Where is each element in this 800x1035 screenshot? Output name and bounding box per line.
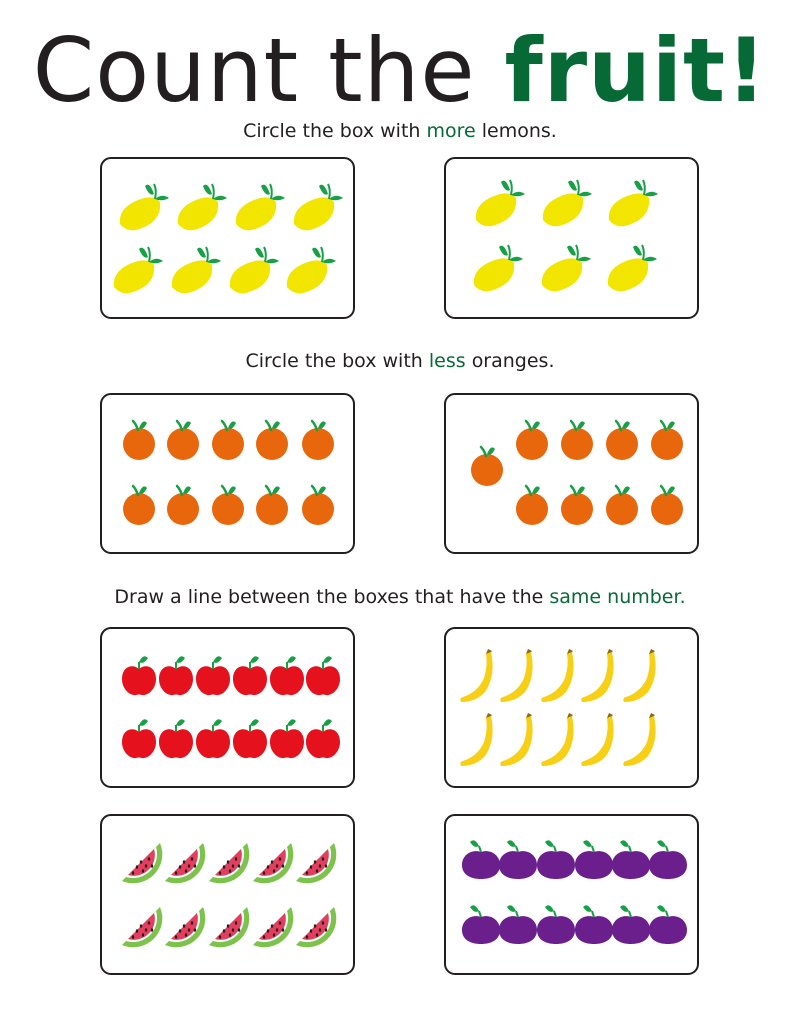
instruction-highlight: less bbox=[428, 350, 466, 372]
watermelon-icon bbox=[253, 907, 293, 947]
orange-icon bbox=[167, 421, 199, 460]
watermelon-icon bbox=[296, 843, 336, 883]
apple-icon bbox=[122, 719, 156, 758]
lemon-icon bbox=[178, 184, 227, 230]
lemon-box-right[interactable] bbox=[444, 157, 699, 319]
title-part-2: fruit! bbox=[504, 19, 768, 122]
banana-icon bbox=[581, 713, 613, 766]
watermelon-box[interactable] bbox=[100, 814, 355, 975]
apple-box[interactable] bbox=[100, 627, 355, 788]
orange-box-left[interactable] bbox=[100, 393, 355, 554]
banana-icon bbox=[500, 713, 532, 766]
instruction-matching bbox=[0, 584, 800, 610]
plum-icon bbox=[462, 840, 500, 879]
lemon-icon bbox=[608, 245, 657, 291]
instruction-text: Circle the box with bbox=[245, 350, 423, 372]
orange-icon bbox=[516, 486, 548, 525]
apple-icon bbox=[196, 656, 230, 695]
plum-icon bbox=[612, 840, 650, 879]
banana-icon bbox=[500, 649, 532, 702]
orange-icon bbox=[123, 421, 155, 460]
lemon-icon bbox=[543, 180, 592, 226]
apple-icon bbox=[306, 656, 340, 695]
banana-icon bbox=[623, 649, 655, 702]
plum-icon bbox=[612, 905, 650, 944]
watermelon-icon bbox=[122, 907, 162, 947]
instruction-text: Circle the box with bbox=[243, 120, 421, 142]
orange-icon bbox=[302, 421, 334, 460]
banana-box[interactable] bbox=[444, 627, 699, 788]
lemon-icon bbox=[609, 180, 658, 226]
banana-icon bbox=[460, 649, 492, 702]
plum-icon bbox=[649, 840, 687, 879]
orange-icon bbox=[167, 486, 199, 525]
orange-icon bbox=[256, 486, 288, 525]
plum-icon bbox=[575, 905, 613, 944]
watermelon-icon bbox=[209, 843, 249, 883]
banana-icon bbox=[541, 649, 573, 702]
lemon-icon bbox=[542, 245, 591, 291]
instruction-highlight: more bbox=[426, 120, 476, 142]
orange-icon bbox=[606, 421, 638, 460]
banana-icon bbox=[460, 713, 492, 766]
watermelon-icon bbox=[122, 843, 162, 883]
banana-icon bbox=[623, 713, 655, 766]
orange-icon bbox=[256, 421, 288, 460]
apple-icon bbox=[270, 719, 304, 758]
watermelon-icon bbox=[296, 907, 336, 947]
orange-icon bbox=[606, 486, 638, 525]
banana-icon bbox=[541, 713, 573, 766]
instruction-lemons bbox=[0, 118, 800, 144]
lemon-icon bbox=[287, 247, 336, 293]
plum-icon bbox=[649, 905, 687, 944]
apple-icon bbox=[306, 719, 340, 758]
page-title bbox=[0, 19, 800, 122]
orange-box-right[interactable] bbox=[444, 393, 699, 554]
orange-icon bbox=[471, 447, 503, 486]
lemon-icon bbox=[236, 184, 285, 230]
plum-icon bbox=[462, 905, 500, 944]
apple-icon bbox=[159, 656, 193, 695]
orange-icon bbox=[516, 421, 548, 460]
instruction-text: lemons. bbox=[481, 120, 557, 142]
instruction-oranges bbox=[0, 348, 800, 374]
lemon-icon bbox=[476, 180, 525, 226]
title-part-1: Count the bbox=[32, 19, 476, 122]
instruction-highlight: same number. bbox=[549, 586, 686, 608]
lemon-box-left[interactable] bbox=[100, 157, 355, 319]
watermelon-icon bbox=[165, 843, 205, 883]
orange-icon bbox=[123, 486, 155, 525]
lemon-icon bbox=[172, 247, 221, 293]
lemon-icon bbox=[474, 245, 523, 291]
lemon-icon bbox=[230, 247, 279, 293]
banana-icon bbox=[581, 649, 613, 702]
apple-icon bbox=[233, 656, 267, 695]
instruction-text: oranges. bbox=[471, 350, 555, 372]
orange-icon bbox=[212, 421, 244, 460]
apple-icon bbox=[233, 719, 267, 758]
orange-icon bbox=[212, 486, 244, 525]
plum-icon bbox=[537, 905, 575, 944]
apple-icon bbox=[196, 719, 230, 758]
apple-icon bbox=[122, 656, 156, 695]
instruction-text: Draw a line between the boxes that have the bbox=[114, 586, 544, 608]
watermelon-icon bbox=[165, 907, 205, 947]
apple-icon bbox=[270, 656, 304, 695]
orange-icon bbox=[651, 421, 683, 460]
watermelon-icon bbox=[209, 907, 249, 947]
lemon-icon bbox=[294, 184, 343, 230]
orange-icon bbox=[302, 486, 334, 525]
lemon-icon bbox=[120, 184, 169, 230]
plum-icon bbox=[499, 840, 537, 879]
orange-icon bbox=[561, 421, 593, 460]
plum-icon bbox=[499, 905, 537, 944]
watermelon-icon bbox=[253, 843, 293, 883]
orange-icon bbox=[561, 486, 593, 525]
orange-icon bbox=[651, 486, 683, 525]
plum-box[interactable] bbox=[444, 814, 699, 975]
plum-icon bbox=[537, 840, 575, 879]
apple-icon bbox=[159, 719, 193, 758]
lemon-icon bbox=[114, 247, 163, 293]
plum-icon bbox=[575, 840, 613, 879]
